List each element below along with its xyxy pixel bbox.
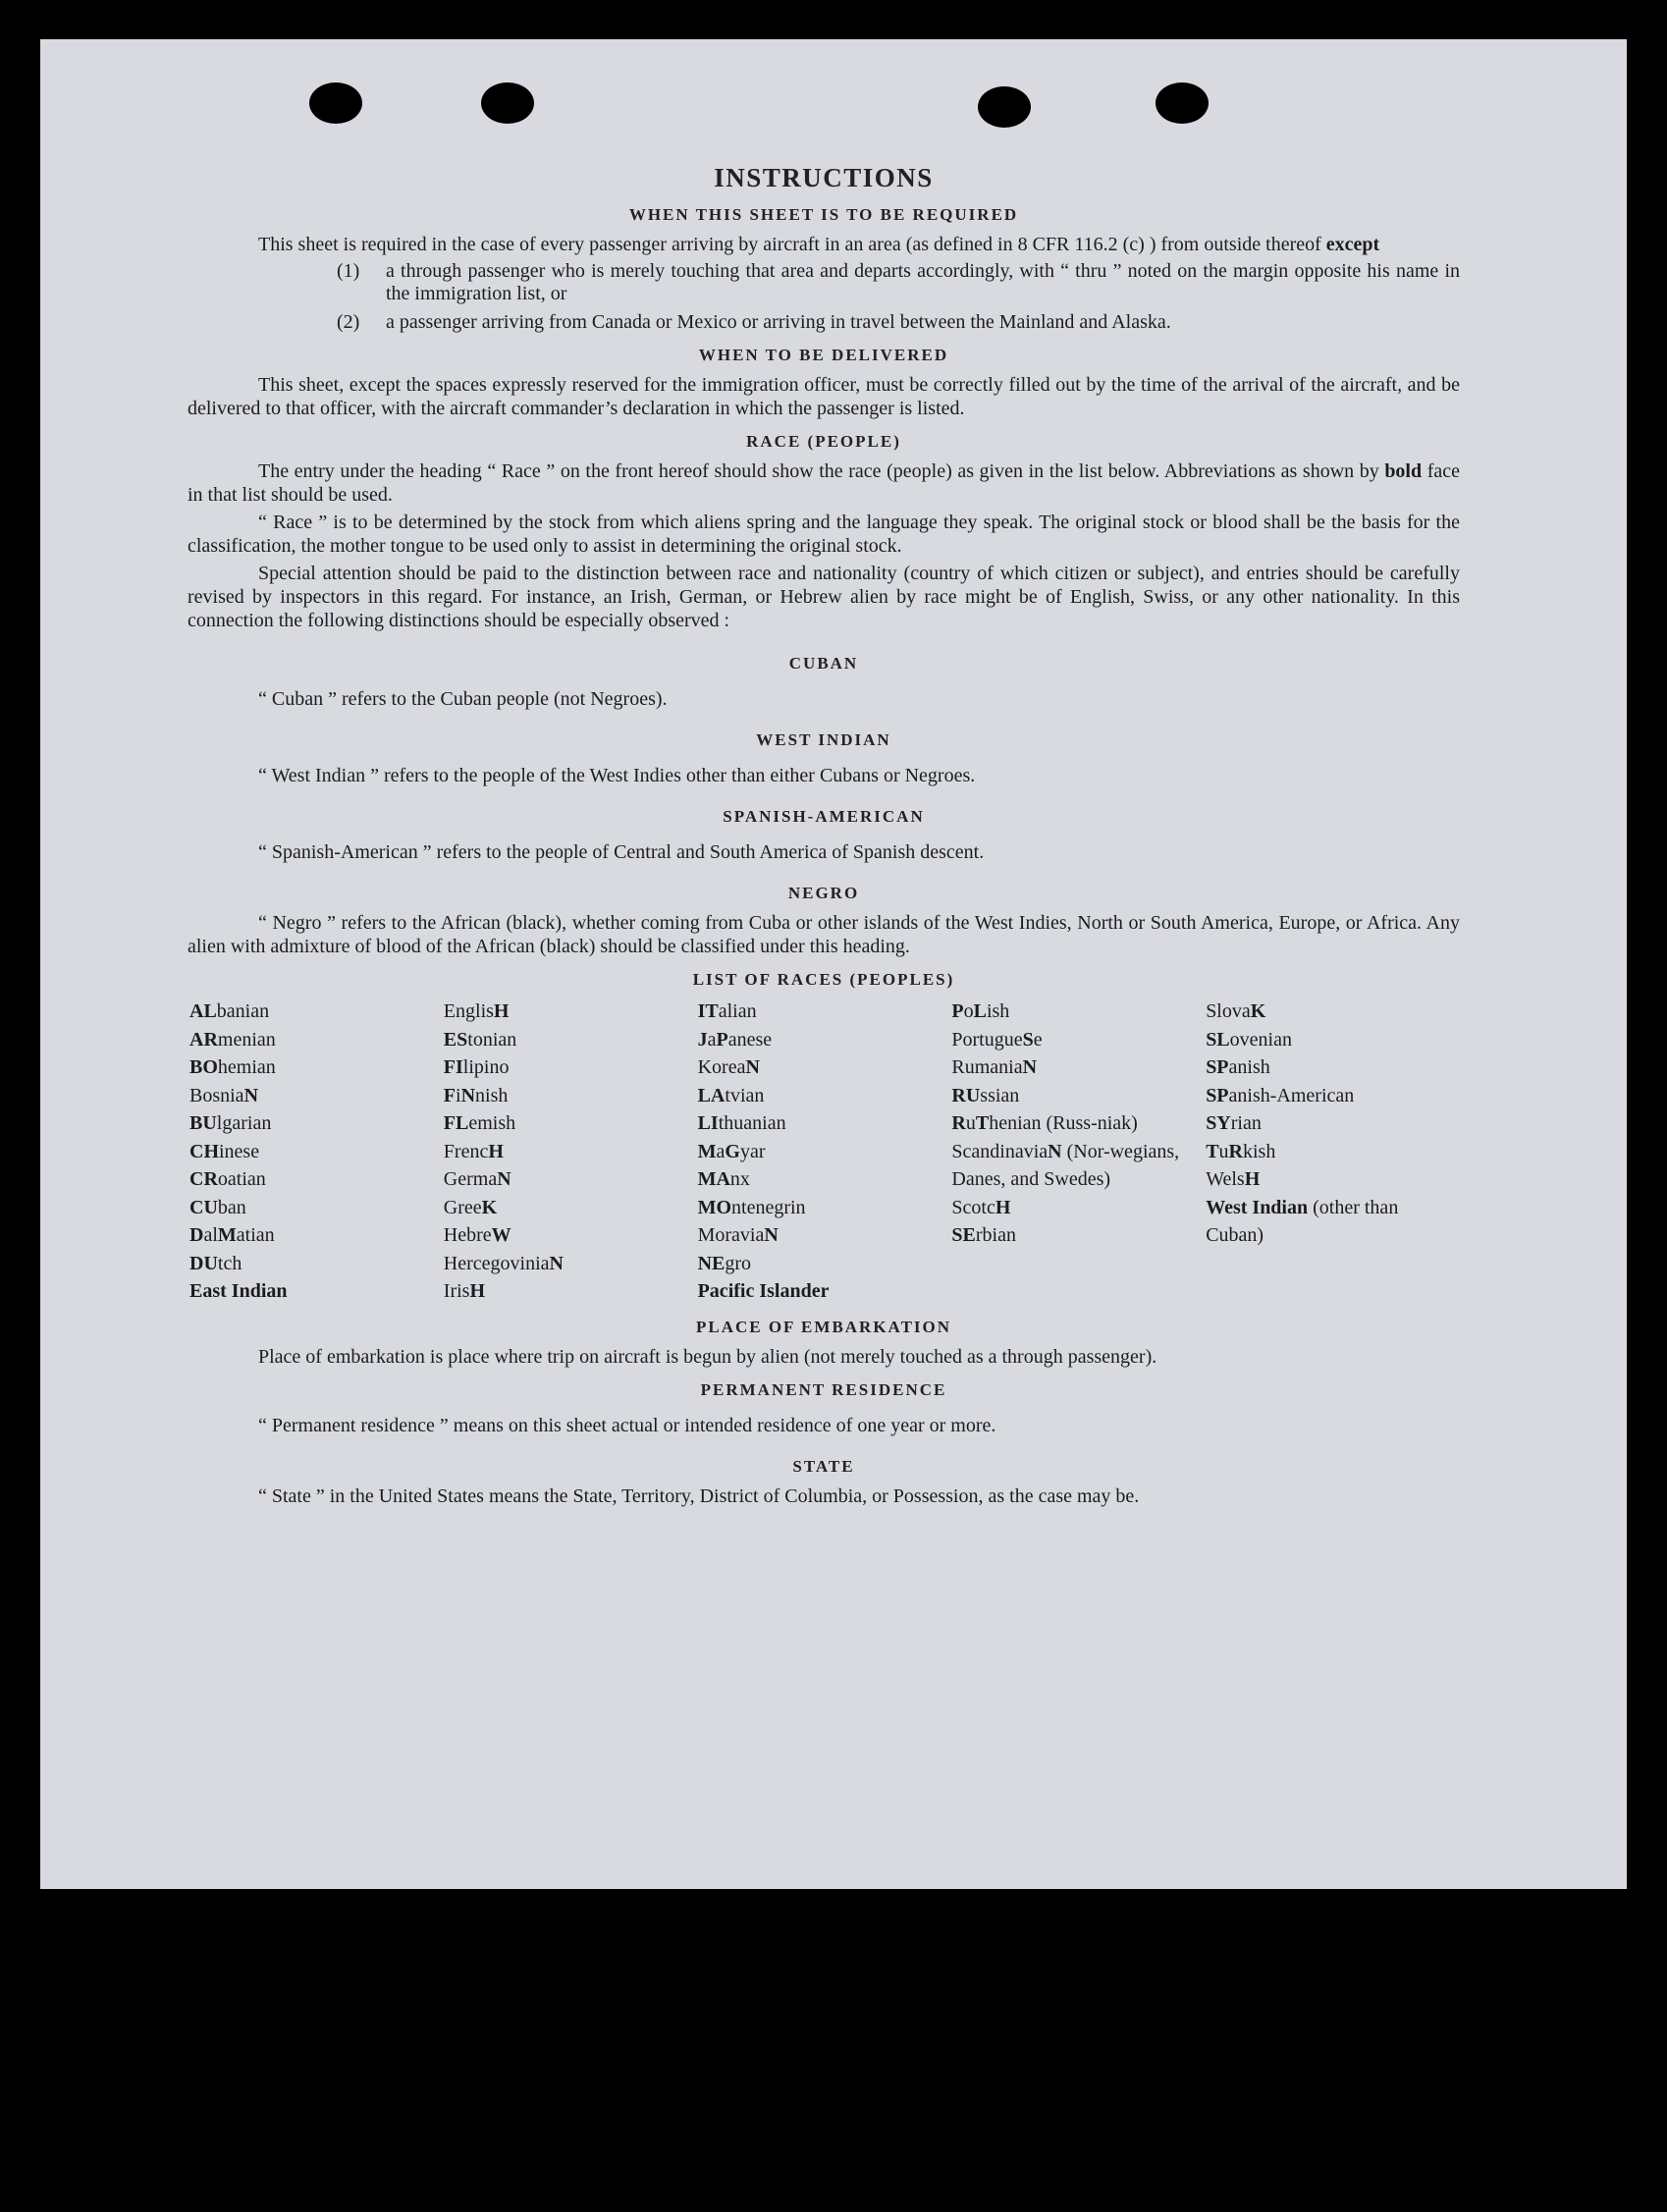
bold-keyword: bold [1384,460,1423,482]
race-item [444,1277,698,1306]
races-list [189,998,1460,1306]
race-item-part: K [481,1196,498,1218]
race-item-part: F [443,1084,457,1106]
race-item-part: N [1048,1140,1062,1162]
race-item [951,1026,1206,1054]
race-item-part: Wels [1206,1168,1245,1190]
race-item [444,1250,698,1278]
race-item [1206,1165,1460,1194]
when-required-intro-text: This sheet is required in the case of every passenger arriving by aircraft in an area (as defined in 8 CFR 116.2 (c) ) from outside thereof [258,234,1321,255]
race-item-part: Slova [1206,1000,1251,1022]
race-item-part: AR [189,1028,218,1051]
state-text: “ State ” in the United States means the State, Territory, District of Columbia, or Possession, as the case may be. [258,1484,1140,1507]
race-item [951,1194,1206,1222]
punch-hole [1156,82,1209,124]
place-of-embarkation-text: Place of embarkation is place where trip on aircraft is begun by alien (not merely touched as a through passenger). [258,1345,1157,1368]
race-item [698,1221,952,1250]
race-paragraph-3: Special attention should be paid to the distinction between race and nationality (country of which citizen or subject), and entries should be carefully revised by inspectors in this regard. For instance, an Irish, German, or Hebrew alien by race might be of English, Swiss, or any other nationality. In this connection the following distinctions should be especially observed : [188,563,1460,631]
race-p1-a: The entry under the heading “ Race ” on the front hereof should show the race (people) as given in the list below. Abbreviations as shown by [258,460,1379,482]
race-item-part: L [973,1000,987,1022]
race-item [951,1082,1206,1110]
permanent-residence-heading: PERMANENT RESIDENCE [700,1379,947,1399]
race-item [444,1026,698,1054]
race-item [189,1165,444,1194]
race-item-part: Hebre [443,1224,492,1246]
race-item-part: M [217,1224,237,1246]
race-item-part: thuanian [718,1112,786,1134]
race-paragraph-1 [188,459,1460,507]
race-item-part: tvian [725,1084,765,1106]
race-item-part: ish [986,1000,1010,1022]
race-item [189,1277,444,1306]
exception-text: a passenger arriving from Canada or Mexico or arriving in travel between the Mainland and Alaska. [386,311,1171,333]
race-item-part: lipino [462,1056,510,1078]
race-item [951,1221,1206,1250]
race-item-part: Englis [443,1000,494,1022]
race-item [1206,1109,1460,1138]
race-item-part: T [1206,1140,1219,1162]
when-delivered-text: This sheet, except the spaces expressly reserved for the immigration officer, must be correctly filled out by the time of the arrival of the aircraft, and be delivered to that officer, with the aircraft commander’s declaration in which the passenger is listed. [188,374,1460,419]
race-item-part: emish [468,1112,516,1134]
spanish-american-text: “ Spanish-American ” refers to the people of Central and South America of Spanish descent. [258,841,985,863]
race-item [698,1194,952,1222]
race-item [698,1277,952,1306]
race-item-part: Germa [443,1168,498,1190]
race-item-part: N [460,1084,476,1106]
race-item [1206,1026,1460,1054]
race-item-part: Pacific Islander [697,1280,830,1302]
race-item-part: CH [189,1140,219,1162]
race-item-part: anish [1228,1056,1270,1078]
race-item-part: yar [739,1140,766,1162]
race-item-part: alian [718,1000,757,1022]
race-item-part: R [951,1112,966,1134]
race-item-part: FI [443,1056,463,1078]
race-item-part: tch [217,1252,242,1274]
race-item-part: lgarian [216,1112,272,1134]
when-required-heading: WHEN THIS SHEET IS TO BE REQUIRED [628,205,1019,224]
race-item-part: tonian [467,1028,517,1051]
race-item [444,1082,698,1110]
race-item-part: i [456,1084,461,1106]
race-item [698,1053,952,1082]
race-item-part: LA [697,1084,726,1106]
race-item [698,1082,952,1110]
race-item-part: rbian [975,1224,1016,1246]
race-item-part: Scandinavia [951,1140,1049,1162]
race-item-part: N [764,1224,779,1246]
race-item-part: CR [189,1168,218,1190]
race-item [698,1026,952,1054]
race-item-part: P [951,1000,964,1022]
race-item-part: a [707,1028,717,1051]
race-item-part: Scotc [951,1196,995,1218]
race-item [951,998,1206,1026]
race-item [698,1250,952,1278]
race-item-part: hemian [217,1056,276,1078]
race-item-part: CU [189,1196,218,1218]
race-item [444,1165,698,1194]
race-item-part: o [963,1000,974,1022]
race-item-part: MA [697,1168,730,1190]
cuban-heading: CUBAN [788,654,859,673]
instructions-content [188,163,1460,1512]
races-column [189,998,444,1306]
race-item-part: ntenegrin [731,1196,806,1218]
west-indian-text: “ West Indian ” refers to the people of the West Indies other than either Cubans or Negroes. [258,765,976,786]
race-item-part: H [488,1140,504,1162]
cuban-text: “ Cuban ” refers to the Cuban people (not Negroes). [258,688,668,710]
race-item-part: Bosnia [189,1084,244,1106]
race-item-part: e [1033,1028,1043,1051]
list-of-races-heading: LIST OF RACES (PEOPLES) [692,970,955,989]
when-delivered-heading: WHEN TO BE DELIVERED [698,346,949,364]
race-item-part: (other than Cuban) [1206,1196,1399,1246]
race-item-part: N [549,1252,564,1274]
race-item-part: RU [951,1084,981,1106]
race-item-part: nish [475,1084,509,1106]
exception-text: a through passenger who is merely touching that area and departs accordingly, with “ thru ” noted on the margin opposite his name in the immigration list, or [386,260,1460,304]
race-item-part: N [243,1084,259,1106]
race-item-part: S [1022,1028,1034,1051]
race-item [444,1109,698,1138]
race-item-part: NE [697,1252,726,1274]
race-item-part: Korea [697,1056,746,1078]
race-item [1206,998,1460,1026]
race-item-part: SP [1206,1084,1229,1106]
race-item-part: ssian [980,1084,1020,1106]
punch-hole [978,86,1031,128]
race-item-part: N [497,1168,511,1190]
race-item-part: gro [725,1252,752,1274]
race-item-part: ban [217,1196,246,1218]
race-item-part: kish [1242,1140,1276,1162]
race-item-part: menian [217,1028,276,1051]
race-item-part: Frenc [443,1140,489,1162]
race-item-part: Portugue [951,1028,1023,1051]
race-item-part: SP [1206,1056,1229,1078]
race-item-part: H [493,1000,510,1022]
race-item-part: AL [189,1000,217,1022]
races-column [698,998,952,1306]
race-item-part: u [965,1112,976,1134]
race-item-part: SY [1206,1112,1231,1134]
race-item-part: T [975,1112,990,1134]
race-item [1206,1194,1460,1250]
race-item [189,1221,444,1250]
permanent-residence-text: “ Permanent residence ” means on this sheet actual or intended residence of one year or more. [258,1414,996,1436]
race-item-part: H [469,1280,486,1302]
race-p1-b: face in that list should be used. [188,460,1460,506]
race-item-part: N [1022,1056,1038,1078]
race-item-part: u [1218,1140,1229,1162]
race-item-part: MO [697,1196,732,1218]
race-item [444,998,698,1026]
race-item-part: (Nor-wegians, Danes, and Swedes) [951,1140,1180,1190]
race-item [444,1221,698,1250]
punch-hole [481,82,534,124]
race-item-part: H [995,1196,1011,1218]
race-item [189,1250,444,1278]
race-item-part: Moravia [697,1224,765,1246]
race-item-part: Hercegovinia [443,1252,550,1274]
race-item-part: ES [443,1028,468,1051]
race-item [189,1194,444,1222]
race-heading: RACE (PEOPLE) [746,432,901,451]
race-item [189,998,444,1026]
race-item-part: D [189,1224,204,1246]
race-item [189,1026,444,1054]
race-item [189,1109,444,1138]
place-of-embarkation-heading: PLACE OF EMBARKATION [695,1317,952,1336]
race-item-part: Iris [443,1280,470,1302]
race-item-part: SE [951,1224,976,1246]
race-item-part: LI [697,1112,719,1134]
race-item-part: P [716,1028,728,1051]
when-required-intro [188,233,1460,256]
race-item-part: rian [1230,1112,1262,1134]
races-column [444,998,698,1306]
race-item-part: anese [727,1028,773,1051]
race-item [698,998,952,1026]
race-item-part: M [697,1140,717,1162]
race-item [951,1138,1206,1194]
race-item-part: Rumania [951,1056,1023,1078]
negro-text: “ Negro ” refers to the African (black), whether coming from Cuba or other islands of the West Indies, North or South America, Europe, or Africa. Any alien with admixture of blood of the African (black) should be classified under this heading. [188,912,1460,957]
spanish-american-heading: SPANISH-AMERICAN [723,807,925,826]
race-item-part: oatian [217,1168,266,1190]
race-item [1206,1053,1460,1082]
race-item [1206,1082,1460,1110]
race-item-part: J [697,1028,708,1051]
race-item-part: al [203,1224,218,1246]
race-item-part: SL [1206,1028,1230,1051]
race-item-part: inese [219,1140,260,1162]
race-item-part: banian [216,1000,270,1022]
race-item-part: BO [189,1056,218,1078]
race-item-part: Gree [443,1196,482,1218]
race-item-part: R [1228,1140,1243,1162]
except-keyword: except [1325,234,1380,255]
exception-number: (2) [337,311,360,333]
exception-item [337,260,1460,305]
race-item-part: FL [443,1112,469,1134]
race-item-part: East Indian [189,1280,288,1302]
race-item-part: ovenian [1229,1028,1292,1051]
race-item [189,1053,444,1082]
state-heading: STATE [792,1456,855,1476]
race-item [444,1138,698,1166]
race-item-part: IT [697,1000,719,1022]
race-item-part: K [1250,1000,1266,1022]
race-item [444,1194,698,1222]
race-item-part: BU [189,1112,217,1134]
race-item-part: West Indian [1206,1196,1309,1218]
race-item [951,1109,1206,1138]
race-item [698,1109,952,1138]
race-item-part: nx [729,1168,750,1190]
race-item-part: atian [236,1224,275,1246]
race-item-part: G [725,1140,740,1162]
negro-heading: NEGRO [787,884,860,902]
races-column [951,998,1206,1306]
race-item [189,1138,444,1166]
instruction-sheet [40,39,1627,1889]
race-item-part: a [716,1140,726,1162]
exception-item [337,311,1460,334]
race-item [951,1053,1206,1082]
race-item-part: anish-American [1228,1084,1355,1106]
race-item [444,1053,698,1082]
punch-hole [309,82,362,124]
race-paragraph-2: “ Race ” is to be determined by the stock from which aliens spring and the language they speak. The original stock or blood shall be the basis for the classification, the mother tongue to be used only to assist in determining the original stock. [188,512,1460,557]
page-title: INSTRUCTIONS [714,163,934,192]
exception-number: (1) [337,260,360,282]
race-item [1206,1138,1460,1166]
race-item [698,1165,952,1194]
race-item-part: H [1244,1168,1261,1190]
race-item [698,1138,952,1166]
race-item-part: DU [189,1252,218,1274]
race-item-part: N [745,1056,760,1078]
race-item [189,1082,444,1110]
races-column [1206,998,1460,1306]
race-item-part: W [491,1224,511,1246]
race-item-part: henian (Russ-niak) [989,1112,1138,1134]
west-indian-heading: WEST INDIAN [756,730,891,749]
